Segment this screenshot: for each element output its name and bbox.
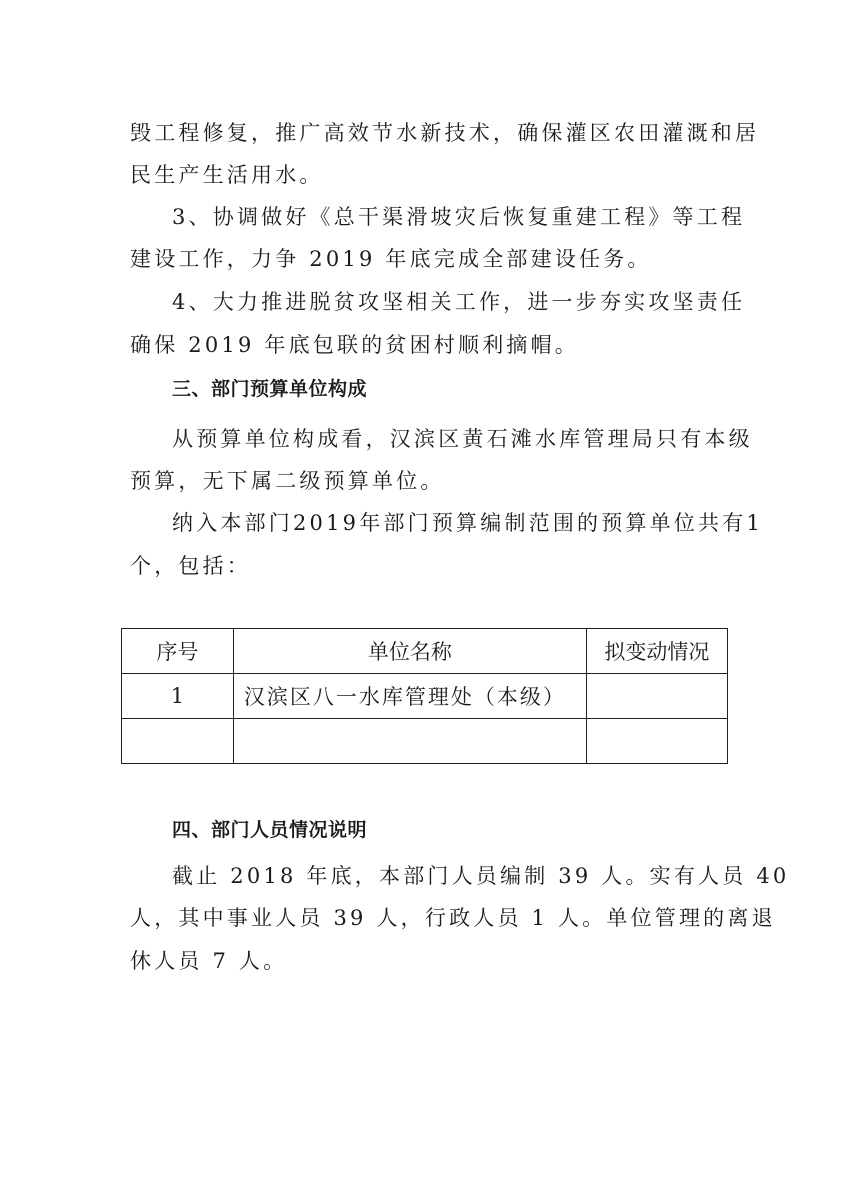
paragraph-line: 个，包括： (130, 554, 251, 578)
paragraph-line: 截止 2018 年底，本部门人员编制 39 人。实有人员 40 (172, 864, 790, 888)
paragraph-line: 3、协调做好《总干渠滑坡灾后恢复重建工程》等工程 (172, 205, 746, 229)
budget-units-table (121, 628, 728, 764)
table-cell (233, 719, 586, 764)
paragraph-line: 确保 2019 年底包联的贫困村顺利摘帽。 (130, 333, 579, 357)
paragraph-line: 从预算单位构成看，汉滨区黄石滩水库管理局只有本级 (172, 427, 753, 451)
paragraph-line: 毁工程修复，推广高效节水新技术，确保灌区农田灌溉和居 (130, 121, 760, 145)
table-cell: 1 (122, 674, 234, 719)
paragraph-line: 休人员 7 人。 (130, 949, 288, 973)
paragraph-line: 民生产生活用水。 (130, 163, 324, 187)
table-header-cell: 序号 (122, 629, 234, 674)
table-row (122, 674, 728, 719)
section-heading-4: 四、部门人员情况说明 (172, 819, 368, 841)
paragraph-line: 人，其中事业人员 39 人，行政人员 1 人。单位管理的离退 (130, 906, 776, 930)
table-row (122, 719, 728, 764)
table-header-cell: 拟变动情况 (586, 629, 727, 674)
paragraph-line: 建设工作，力争 2019 年底完成全部建设任务。 (130, 247, 652, 271)
section-heading-3: 三、部门预算单位构成 (172, 378, 368, 400)
table-header-row (122, 629, 728, 674)
table-cell (122, 719, 234, 764)
paragraph-line: 纳入本部门2019年部门预算编制范围的预算单位共有1 (172, 511, 764, 535)
table-cell (586, 719, 727, 764)
table-header-cell: 单位名称 (233, 629, 586, 674)
paragraph-line: 预算，无下属二级预算单位。 (130, 469, 445, 493)
paragraph-line: 4、大力推进脱贫攻坚相关工作，进一步夯实攻坚责任 (172, 290, 746, 314)
table-cell (586, 674, 727, 719)
table-cell: 汉滨区八一水库管理处（本级） (233, 674, 586, 719)
